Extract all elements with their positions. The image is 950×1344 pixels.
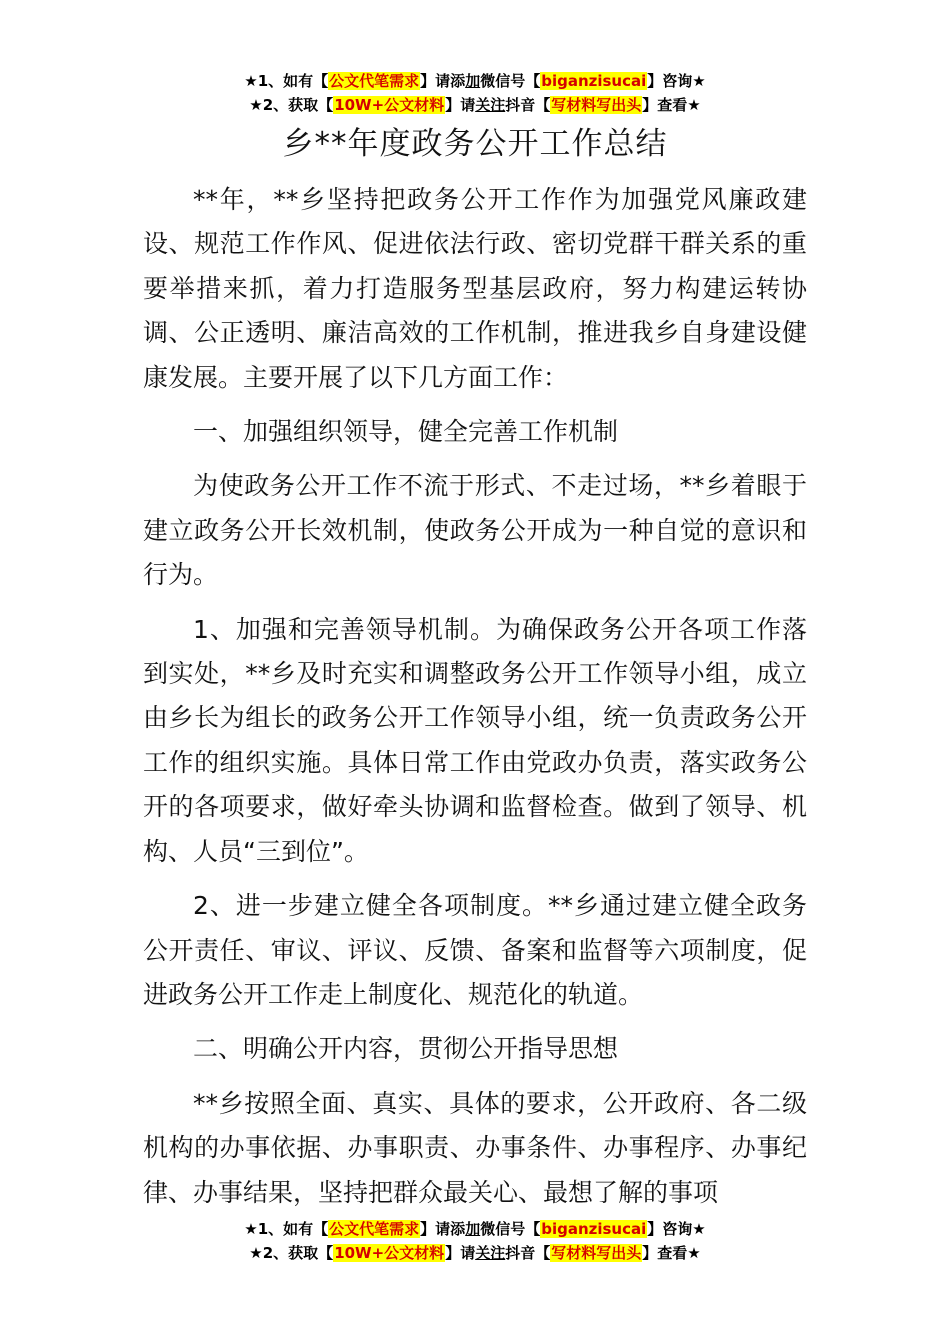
promo-douyin-id: 写材料写出头 <box>551 1244 642 1262</box>
paragraph: **乡按照全面、真实、具体的要求，公开政府、各二级机构的办事依据、办事职责、办事条件、办事程序、办事纪律、办事结果，坚持把群众最关心、最想了解的事项 <box>143 1088 807 1207</box>
paragraph-intro: **年，**乡坚持把政务公开工作作为加强党风廉政建设、规范工作作风、促进依法行政、密切党群干群关系的重要举措来抓，着力打造服务型基层政府，努力构建运转协调、公正透明、廉洁高效的工作机制，推进我乡自身建设健康发展。主要开展了以下几方面工作： <box>143 185 807 392</box>
promo-highlight: 公文代笔需求 <box>329 1220 420 1238</box>
promo-text: ★2、获取【 <box>249 1244 334 1262</box>
promo-highlight: 公文代笔需求 <box>329 72 420 90</box>
promo-text: 】查看★ <box>642 1244 701 1262</box>
promo-text: 】咨询★ <box>647 72 706 90</box>
promo-underline: 关注 <box>475 96 506 114</box>
document-title: 乡**年度政务公开工作总结 <box>282 126 668 162</box>
promo-text: ★1、如有【 <box>244 1220 329 1238</box>
promo-text: 微信号【 <box>480 72 541 90</box>
promo-highlight: 10W+公文材料 <box>334 1244 445 1262</box>
paragraph: 为使政务公开工作不流于形式、不走过场，**乡着眼于建立政务公开长效机制，使政务公开成为一种自觉的意识和行为。 <box>143 471 807 590</box>
promo-text: 】请 <box>445 96 476 114</box>
promo-text: 】请添 <box>420 72 466 90</box>
promo-text: ★1、如有【 <box>244 72 329 90</box>
promo-underline: 加 <box>465 1220 481 1238</box>
promo-underline: 加 <box>465 72 481 90</box>
promo-banner-line-1 <box>0 70 950 92</box>
section-heading-2: 二、明确公开内容，贯彻公开指导思想 <box>193 1034 619 1064</box>
section-heading-1: 一、加强组织领导，健全完善工作机制 <box>193 417 619 447</box>
promo-text: 】查看★ <box>642 96 701 114</box>
paragraph: 1、加强和完善领导机制。为确保政务公开各项工作落到实处，**乡及时充实和调整政务公开工作领导小组，成立由乡长为组长的政务公开工作领导小组，统一负责政务公开工作的组织实施。具体日常工作由党政办负责，落实政务公开的各项要求，做好牵头协调和监督检查。做到了领导、机构、人员“三到位”。 <box>143 614 807 866</box>
promo-text: ★2、获取【 <box>249 96 334 114</box>
promo-text: 微信号【 <box>480 1220 541 1238</box>
promo-wechat-id: biganzisucai <box>541 1220 647 1238</box>
promo-wechat-id: biganzisucai <box>541 72 647 90</box>
paragraph: 2、进一步建立健全各项制度。**乡通过建立健全政务公开责任、审议、评议、反馈、备案和监督等六项制度，促进政务公开工作走上制度化、规范化的轨道。 <box>143 891 807 1009</box>
promo-underline: 关注 <box>475 1244 506 1262</box>
promo-text: 】请添 <box>420 1220 466 1238</box>
document-body <box>143 178 807 1215</box>
promo-banner-line-2 <box>0 94 950 116</box>
promo-text: 】请 <box>445 1244 476 1262</box>
promo-banner-line-2 <box>0 1242 950 1264</box>
promo-highlight: 10W+公文材料 <box>334 96 445 114</box>
promo-douyin-id: 写材料写出头 <box>551 96 642 114</box>
promo-banner-line-1 <box>0 1218 950 1240</box>
promo-text: 抖音【 <box>505 1244 551 1262</box>
promo-text: 抖音【 <box>505 96 551 114</box>
promo-text: 】咨询★ <box>647 1220 706 1238</box>
